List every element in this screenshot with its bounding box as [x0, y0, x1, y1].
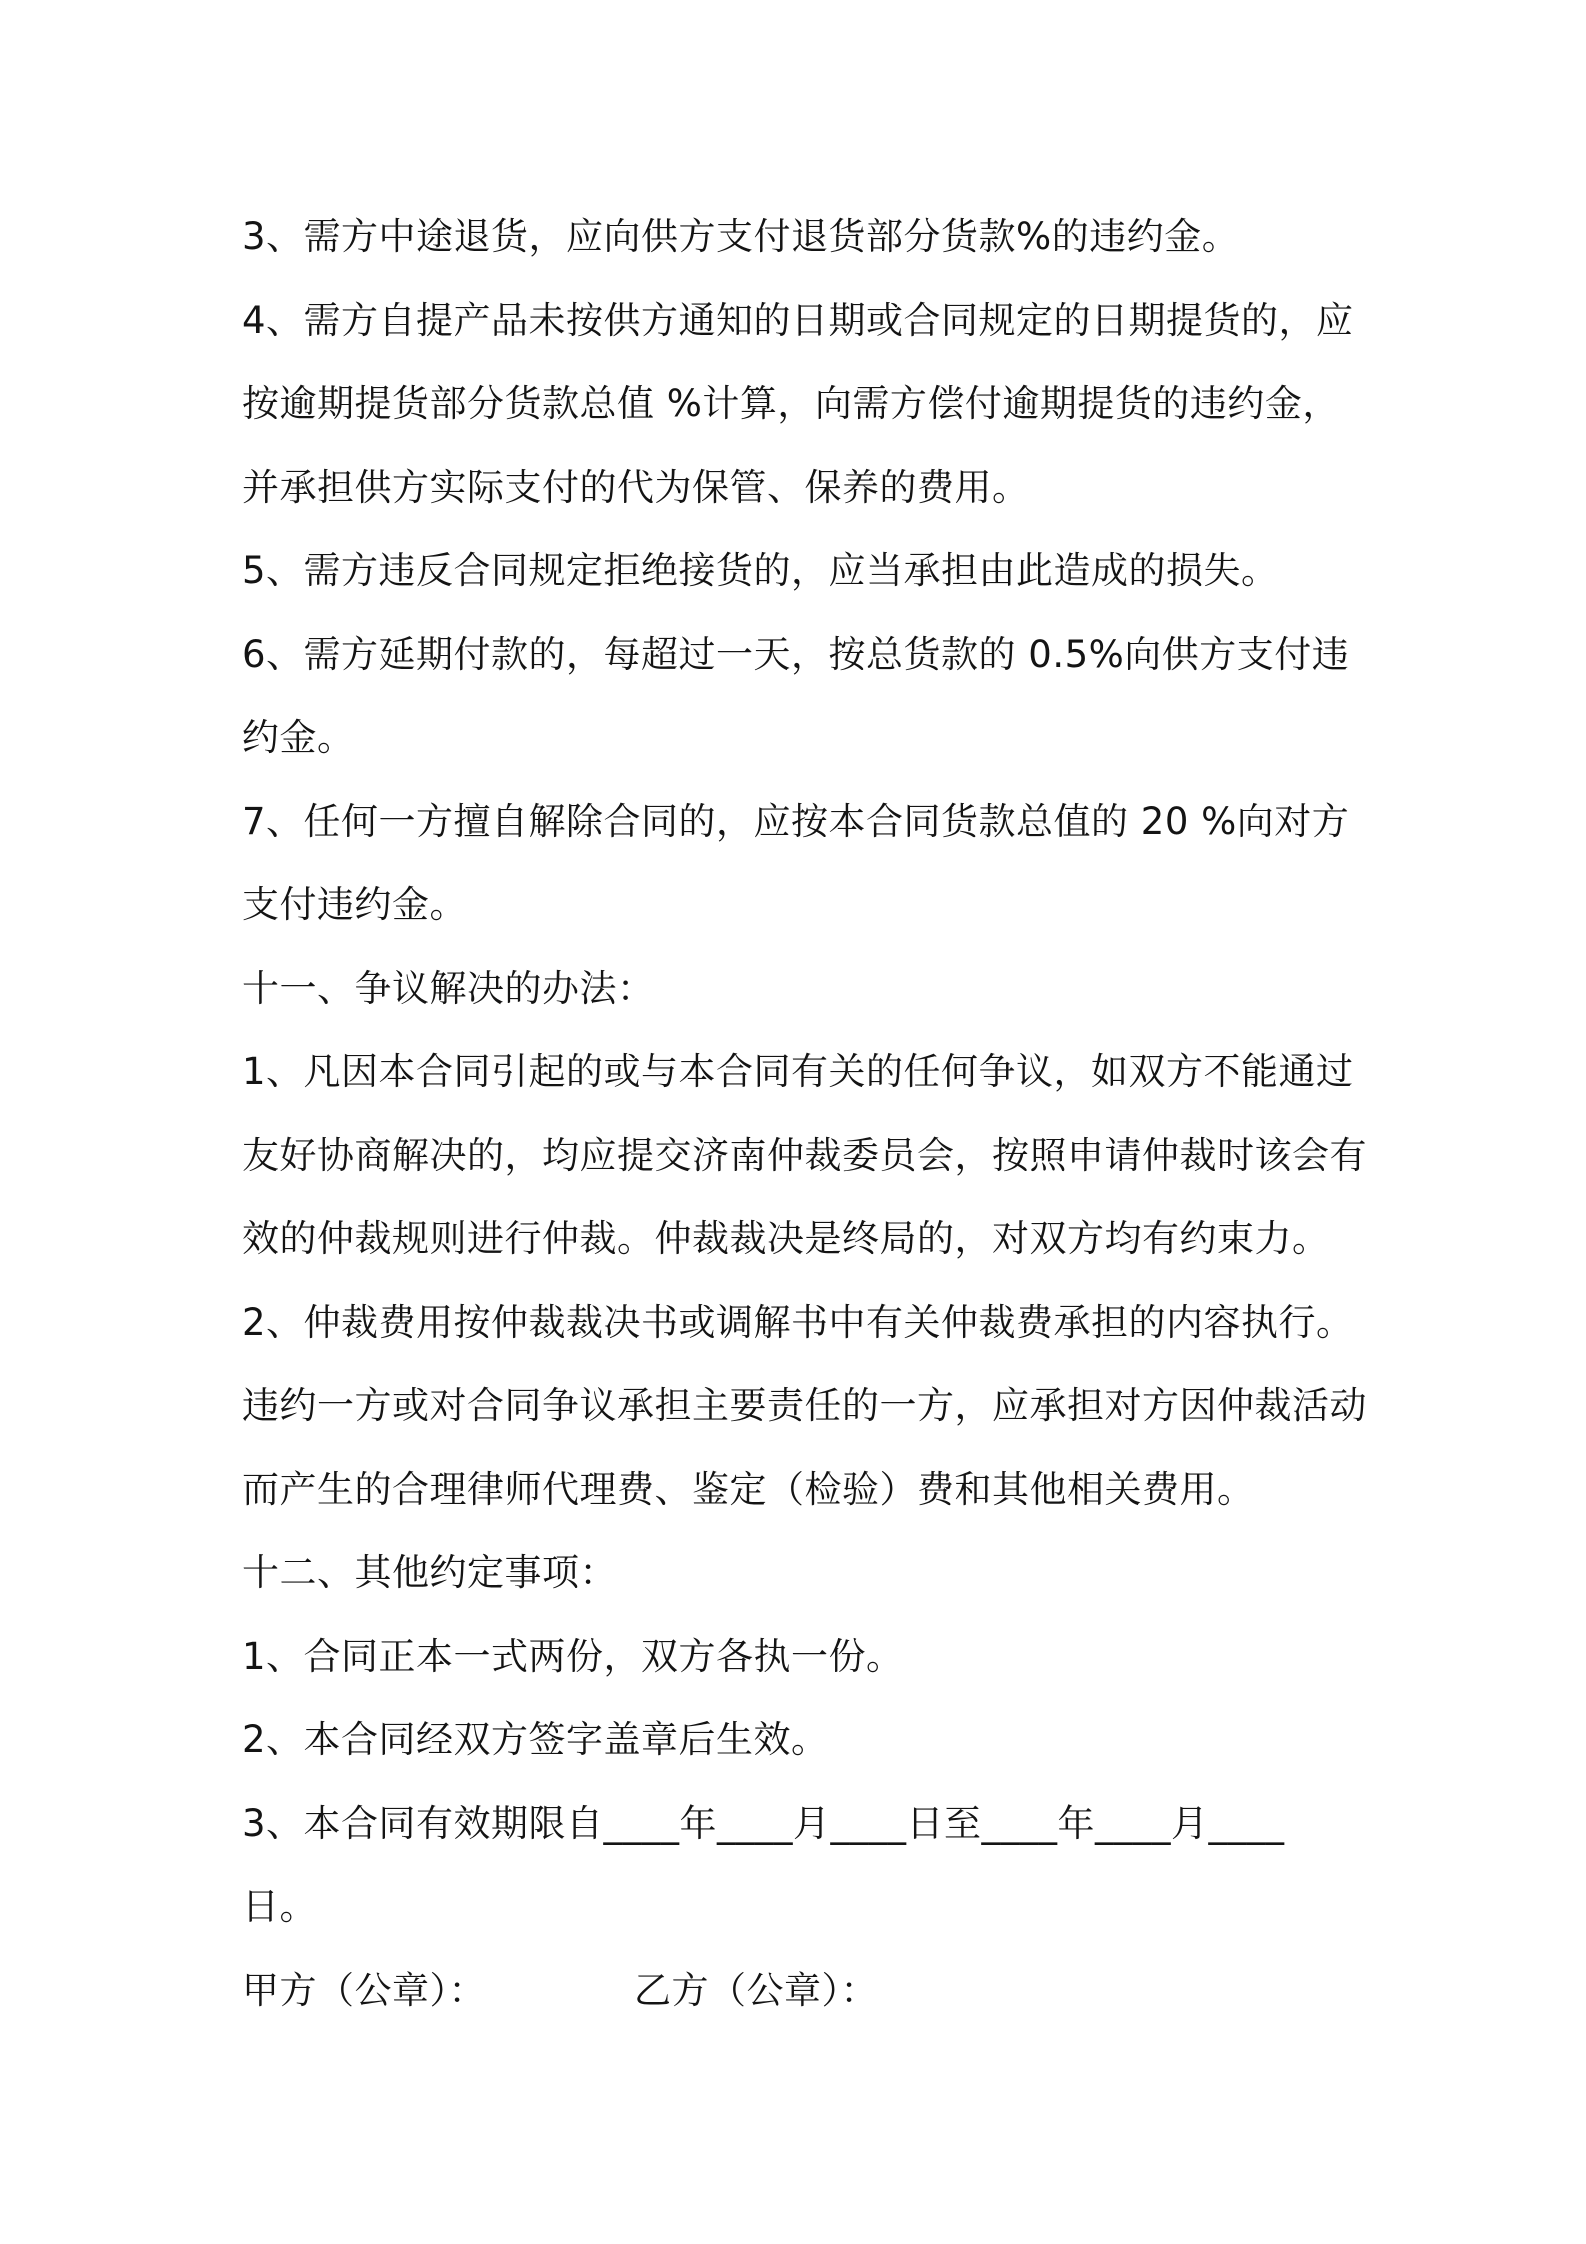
document-body — [242, 195, 1367, 2032]
clause-line: 5、需方违反合同规定拒绝接货的，应当承担由此造成的损失。 — [242, 549, 1279, 592]
clause-line: 效的仲裁规则进行仲裁。仲裁裁决是终局的，对双方均有约束力。 — [242, 1217, 1330, 1260]
clause-line: 约金。 — [242, 716, 355, 759]
clause-line: 3、需方中途退货，应向供方支付退货部分货款%的违约金。 — [242, 215, 1240, 258]
clause-line: 6、需方延期付款的，每超过一天，按总货款的 0.5%向供方支付违 — [242, 632, 1350, 676]
section-heading: 十一、争议解决的办法： — [242, 966, 655, 1010]
clause-line: 支付违约金。 — [242, 883, 467, 926]
section-heading: 十二、其他约定事项： — [242, 1551, 617, 1594]
clause-line: 日。 — [242, 1885, 317, 1928]
clause-line: 1、合同正本一式两份，双方各执一份。 — [242, 1634, 904, 1678]
clause-line: 违约一方或对合同争议承担主要责任的一方，应承担对方因仲裁活动 — [242, 1384, 1367, 1427]
clause-line: 2、本合同经双方签字盖章后生效。 — [242, 1718, 829, 1761]
signature-block — [242, 1949, 1360, 2033]
clause-line: 友好协商解决的，均应提交济南仲裁委员会，按照申请仲裁时该会有 — [242, 1133, 1367, 1177]
clause-line: 1、凡因本合同引起的或与本合同有关的任何争议，如双方不能通过 — [242, 1050, 1354, 1093]
clause-line: 4、需方自提产品未按供方通知的日期或合同规定的日期提货的，应 — [242, 298, 1354, 342]
party-b-seal-label: 乙方（公章）： — [634, 1968, 878, 2012]
clause-line: 3、本合同有效期限自____年____月____日至____年____月____ — [242, 1801, 1285, 1845]
party-a-seal-label: 甲方（公章）： — [242, 1968, 486, 2012]
clause-line: 7、任何一方擅自解除合同的，应按本合同货款总值的 20 %向对方 — [242, 799, 1350, 843]
clause-line: 2、仲裁费用按仲裁裁决书或调解书中有关仲裁费承担的内容执行。 — [242, 1300, 1354, 1344]
clause-line: 并承担供方实际支付的代为保管、保养的费用。 — [242, 465, 1030, 509]
clause-line: 按逾期提货部分货款总值 %计算，向需方偿付逾期提货的违约金， — [242, 382, 1340, 425]
clause-line: 而产生的合理律师代理费、鉴定（检验）费和其他相关费用。 — [242, 1467, 1255, 1511]
